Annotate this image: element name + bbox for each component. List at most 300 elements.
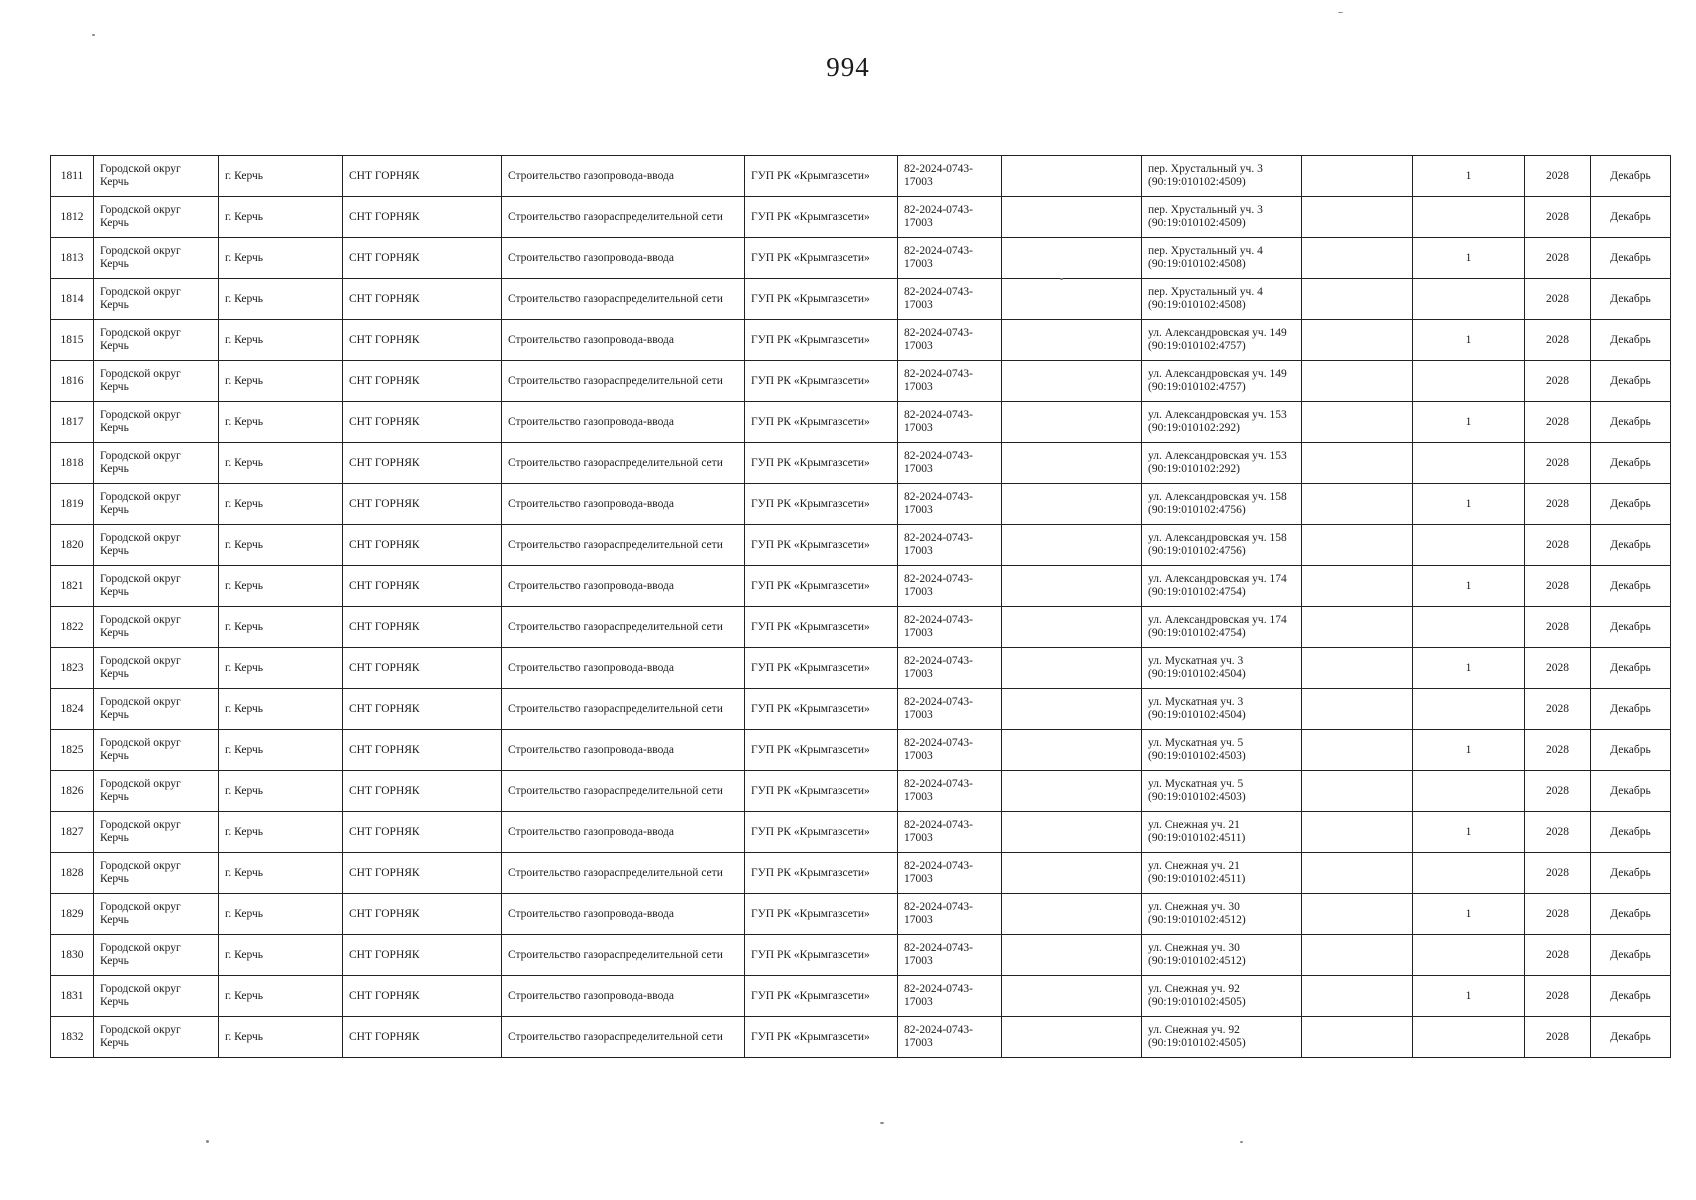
- table-row: [51, 566, 1671, 607]
- count-cell: [1413, 935, 1525, 976]
- snt-cell: СНТ ГОРНЯК: [343, 689, 502, 730]
- table-row: [51, 812, 1671, 853]
- empty-cell: [1302, 566, 1413, 607]
- address-cell: ул. Александровская уч. 158 (90:19:010102:4756): [1142, 525, 1302, 566]
- snt-cell: СНТ ГОРНЯК: [343, 484, 502, 525]
- month-cell: Декабрь: [1591, 566, 1671, 607]
- year-cell: 2028: [1525, 566, 1591, 607]
- district-cell: Городской округ Керчь: [94, 443, 219, 484]
- row-number: 1821: [51, 566, 94, 607]
- work-type-cell: Строительство газопровода-ввода: [502, 730, 745, 771]
- city-cell: г. Керчь: [219, 361, 343, 402]
- table-row: [51, 484, 1671, 525]
- city-cell: г. Керчь: [219, 443, 343, 484]
- organization-cell: ГУП РК «Крымгазсети»: [745, 1017, 898, 1058]
- empty-cell: [1002, 894, 1142, 935]
- empty-cell: [1302, 402, 1413, 443]
- code-cell: 82-2024-0743-17003: [898, 648, 1002, 689]
- count-cell: [1413, 607, 1525, 648]
- organization-cell: ГУП РК «Крымгазсети»: [745, 689, 898, 730]
- district-cell: Городской округ Керчь: [94, 1017, 219, 1058]
- count-cell: [1413, 689, 1525, 730]
- empty-cell: [1302, 935, 1413, 976]
- empty-cell: [1002, 607, 1142, 648]
- page-number: 994: [826, 52, 870, 82]
- count-cell: 1: [1413, 812, 1525, 853]
- empty-cell: [1002, 730, 1142, 771]
- month-cell: Декабрь: [1591, 443, 1671, 484]
- count-cell: 1: [1413, 730, 1525, 771]
- organization-cell: ГУП РК «Крымгазсети»: [745, 156, 898, 197]
- snt-cell: СНТ ГОРНЯК: [343, 607, 502, 648]
- work-type-cell: Строительство газораспределительной сети: [502, 279, 745, 320]
- empty-cell: [1002, 935, 1142, 976]
- count-cell: 1: [1413, 402, 1525, 443]
- district-cell: Городской округ Керчь: [94, 566, 219, 607]
- month-cell: Декабрь: [1591, 607, 1671, 648]
- year-cell: 2028: [1525, 812, 1591, 853]
- year-cell: 2028: [1525, 1017, 1591, 1058]
- empty-cell: [1302, 279, 1413, 320]
- city-cell: г. Керчь: [219, 197, 343, 238]
- table-row: [51, 607, 1671, 648]
- code-cell: 82-2024-0743-17003: [898, 812, 1002, 853]
- table-row: [51, 648, 1671, 689]
- city-cell: г. Керчь: [219, 238, 343, 279]
- empty-cell: [1302, 853, 1413, 894]
- empty-cell: [1302, 730, 1413, 771]
- code-cell: 82-2024-0743-17003: [898, 402, 1002, 443]
- work-type-cell: Строительство газопровода-ввода: [502, 976, 745, 1017]
- code-cell: 82-2024-0743-17003: [898, 689, 1002, 730]
- row-number: 1815: [51, 320, 94, 361]
- empty-cell: [1002, 402, 1142, 443]
- year-cell: 2028: [1525, 279, 1591, 320]
- organization-cell: ГУП РК «Крымгазсети»: [745, 525, 898, 566]
- year-cell: 2028: [1525, 443, 1591, 484]
- organization-cell: ГУП РК «Крымгазсети»: [745, 197, 898, 238]
- row-number: 1820: [51, 525, 94, 566]
- address-cell: ул. Александровская уч. 158 (90:19:010102:4756): [1142, 484, 1302, 525]
- city-cell: г. Керчь: [219, 566, 343, 607]
- organization-cell: ГУП РК «Крымгазсети»: [745, 853, 898, 894]
- scan-speck: [92, 34, 95, 36]
- city-cell: г. Керчь: [219, 156, 343, 197]
- address-cell: ул. Снежная уч. 30 (90:19:010102:4512): [1142, 894, 1302, 935]
- snt-cell: СНТ ГОРНЯК: [343, 894, 502, 935]
- city-cell: г. Керчь: [219, 525, 343, 566]
- month-cell: Декабрь: [1591, 402, 1671, 443]
- count-cell: [1413, 771, 1525, 812]
- district-cell: Городской округ Керчь: [94, 730, 219, 771]
- address-cell: ул. Снежная уч. 21 (90:19:010102:4511): [1142, 812, 1302, 853]
- count-cell: 1: [1413, 648, 1525, 689]
- code-cell: 82-2024-0743-17003: [898, 935, 1002, 976]
- address-cell: ул. Александровская уч. 149 (90:19:010102:4757): [1142, 361, 1302, 402]
- table-row: [51, 771, 1671, 812]
- code-cell: 82-2024-0743-17003: [898, 976, 1002, 1017]
- district-cell: Городской округ Керчь: [94, 648, 219, 689]
- snt-cell: СНТ ГОРНЯК: [343, 238, 502, 279]
- empty-cell: [1302, 771, 1413, 812]
- row-number: 1829: [51, 894, 94, 935]
- address-cell: ул. Снежная уч. 92 (90:19:010102:4505): [1142, 976, 1302, 1017]
- organization-cell: ГУП РК «Крымгазсети»: [745, 320, 898, 361]
- count-cell: [1413, 197, 1525, 238]
- row-number: 1824: [51, 689, 94, 730]
- district-cell: Городской округ Керчь: [94, 894, 219, 935]
- code-cell: 82-2024-0743-17003: [898, 607, 1002, 648]
- year-cell: 2028: [1525, 361, 1591, 402]
- empty-cell: [1002, 812, 1142, 853]
- row-number: 1816: [51, 361, 94, 402]
- address-cell: пер. Хрустальный уч. 4 (90:19:010102:4508): [1142, 279, 1302, 320]
- year-cell: 2028: [1525, 894, 1591, 935]
- work-type-cell: Строительство газопровода-ввода: [502, 566, 745, 607]
- count-cell: 1: [1413, 484, 1525, 525]
- count-cell: 1: [1413, 976, 1525, 1017]
- organization-cell: ГУП РК «Крымгазсети»: [745, 730, 898, 771]
- empty-cell: [1302, 197, 1413, 238]
- year-cell: 2028: [1525, 525, 1591, 566]
- count-cell: [1413, 361, 1525, 402]
- city-cell: г. Керчь: [219, 853, 343, 894]
- city-cell: г. Керчь: [219, 402, 343, 443]
- count-cell: 1: [1413, 156, 1525, 197]
- address-cell: ул. Мускатная уч. 5 (90:19:010102:4503): [1142, 771, 1302, 812]
- count-cell: 1: [1413, 238, 1525, 279]
- snt-cell: СНТ ГОРНЯК: [343, 812, 502, 853]
- city-cell: г. Керчь: [219, 279, 343, 320]
- organization-cell: ГУП РК «Крымгазсети»: [745, 361, 898, 402]
- address-cell: ул. Александровская уч. 174 (90:19:010102:4754): [1142, 607, 1302, 648]
- table-row: [51, 525, 1671, 566]
- work-type-cell: Строительство газораспределительной сети: [502, 443, 745, 484]
- organization-cell: ГУП РК «Крымгазсети»: [745, 771, 898, 812]
- table-row: [51, 689, 1671, 730]
- month-cell: Декабрь: [1591, 279, 1671, 320]
- empty-cell: [1302, 484, 1413, 525]
- table-row: [51, 853, 1671, 894]
- code-cell: 82-2024-0743-17003: [898, 853, 1002, 894]
- row-number: 1827: [51, 812, 94, 853]
- organization-cell: ГУП РК «Крымгазсети»: [745, 935, 898, 976]
- month-cell: Декабрь: [1591, 771, 1671, 812]
- work-type-cell: Строительство газораспределительной сети: [502, 689, 745, 730]
- organization-cell: ГУП РК «Крымгазсети»: [745, 976, 898, 1017]
- address-cell: ул. Снежная уч. 30 (90:19:010102:4512): [1142, 935, 1302, 976]
- address-cell: ул. Александровская уч. 153 (90:19:010102:292): [1142, 402, 1302, 443]
- code-cell: 82-2024-0743-17003: [898, 484, 1002, 525]
- row-number: 1814: [51, 279, 94, 320]
- empty-cell: [1302, 648, 1413, 689]
- year-cell: 2028: [1525, 484, 1591, 525]
- table-row: [51, 156, 1671, 197]
- address-cell: ул. Снежная уч. 21 (90:19:010102:4511): [1142, 853, 1302, 894]
- count-cell: [1413, 1017, 1525, 1058]
- snt-cell: СНТ ГОРНЯК: [343, 976, 502, 1017]
- year-cell: 2028: [1525, 607, 1591, 648]
- count-cell: [1413, 279, 1525, 320]
- year-cell: 2028: [1525, 402, 1591, 443]
- work-type-cell: Строительство газораспределительной сети: [502, 771, 745, 812]
- month-cell: Декабрь: [1591, 894, 1671, 935]
- organization-cell: ГУП РК «Крымгазсети»: [745, 607, 898, 648]
- empty-cell: [1302, 443, 1413, 484]
- organization-cell: ГУП РК «Крымгазсети»: [745, 894, 898, 935]
- table-row: [51, 894, 1671, 935]
- empty-cell: [1302, 689, 1413, 730]
- year-cell: 2028: [1525, 730, 1591, 771]
- empty-cell: [1302, 320, 1413, 361]
- organization-cell: ГУП РК «Крымгазсети»: [745, 443, 898, 484]
- city-cell: г. Керчь: [219, 648, 343, 689]
- code-cell: 82-2024-0743-17003: [898, 197, 1002, 238]
- empty-cell: [1002, 525, 1142, 566]
- address-cell: ул. Мускатная уч. 3 (90:19:010102:4504): [1142, 648, 1302, 689]
- district-cell: Городской округ Керчь: [94, 853, 219, 894]
- scan-speck: [206, 1140, 209, 1143]
- empty-cell: [1002, 566, 1142, 607]
- district-cell: Городской округ Керчь: [94, 156, 219, 197]
- table-row: [51, 730, 1671, 771]
- snt-cell: СНТ ГОРНЯК: [343, 279, 502, 320]
- organization-cell: ГУП РК «Крымгазсети»: [745, 402, 898, 443]
- count-cell: [1413, 525, 1525, 566]
- empty-cell: [1002, 279, 1142, 320]
- month-cell: Декабрь: [1591, 853, 1671, 894]
- empty-cell: [1302, 607, 1413, 648]
- snt-cell: СНТ ГОРНЯК: [343, 1017, 502, 1058]
- year-cell: 2028: [1525, 197, 1591, 238]
- address-cell: пер. Хрустальный уч. 4 (90:19:010102:4508): [1142, 238, 1302, 279]
- district-cell: Городской округ Керчь: [94, 320, 219, 361]
- row-number: 1822: [51, 607, 94, 648]
- row-number: 1832: [51, 1017, 94, 1058]
- row-number: 1811: [51, 156, 94, 197]
- table-row: [51, 279, 1671, 320]
- month-cell: Декабрь: [1591, 320, 1671, 361]
- district-cell: Городской округ Керчь: [94, 771, 219, 812]
- month-cell: Декабрь: [1591, 361, 1671, 402]
- count-cell: 1: [1413, 894, 1525, 935]
- work-type-cell: Строительство газораспределительной сети: [502, 935, 745, 976]
- organization-cell: ГУП РК «Крымгазсети»: [745, 279, 898, 320]
- district-cell: Городской округ Керчь: [94, 197, 219, 238]
- month-cell: Декабрь: [1591, 648, 1671, 689]
- empty-cell: [1002, 853, 1142, 894]
- empty-cell: [1302, 1017, 1413, 1058]
- work-type-cell: Строительство газораспределительной сети: [502, 525, 745, 566]
- row-number: 1826: [51, 771, 94, 812]
- work-type-cell: Строительство газораспределительной сети: [502, 197, 745, 238]
- district-cell: Городской округ Керчь: [94, 402, 219, 443]
- work-type-cell: Строительство газопровода-ввода: [502, 894, 745, 935]
- city-cell: г. Керчь: [219, 320, 343, 361]
- district-cell: Городской округ Керчь: [94, 976, 219, 1017]
- year-cell: 2028: [1525, 976, 1591, 1017]
- empty-cell: [1302, 525, 1413, 566]
- scan-speck: [880, 1122, 884, 1124]
- empty-cell: [1002, 689, 1142, 730]
- empty-cell: [1002, 197, 1142, 238]
- empty-cell: [1002, 320, 1142, 361]
- code-cell: 82-2024-0743-17003: [898, 443, 1002, 484]
- code-cell: 82-2024-0743-17003: [898, 771, 1002, 812]
- city-cell: г. Керчь: [219, 689, 343, 730]
- month-cell: Декабрь: [1591, 484, 1671, 525]
- snt-cell: СНТ ГОРНЯК: [343, 566, 502, 607]
- row-number: 1812: [51, 197, 94, 238]
- month-cell: Декабрь: [1591, 935, 1671, 976]
- snt-cell: СНТ ГОРНЯК: [343, 525, 502, 566]
- row-number: 1831: [51, 976, 94, 1017]
- year-cell: 2028: [1525, 648, 1591, 689]
- table-row: [51, 197, 1671, 238]
- row-number: 1828: [51, 853, 94, 894]
- year-cell: 2028: [1525, 156, 1591, 197]
- snt-cell: СНТ ГОРНЯК: [343, 320, 502, 361]
- code-cell: 82-2024-0743-17003: [898, 156, 1002, 197]
- row-number: 1819: [51, 484, 94, 525]
- snt-cell: СНТ ГОРНЯК: [343, 197, 502, 238]
- table-row: [51, 443, 1671, 484]
- snt-cell: СНТ ГОРНЯК: [343, 402, 502, 443]
- city-cell: г. Керчь: [219, 894, 343, 935]
- code-cell: 82-2024-0743-17003: [898, 238, 1002, 279]
- row-number: 1813: [51, 238, 94, 279]
- table-row: [51, 976, 1671, 1017]
- snt-cell: СНТ ГОРНЯК: [343, 935, 502, 976]
- district-cell: Городской округ Керчь: [94, 812, 219, 853]
- scan-speck: [1338, 12, 1343, 13]
- table-row: [51, 238, 1671, 279]
- count-cell: [1413, 853, 1525, 894]
- district-cell: Городской округ Керчь: [94, 525, 219, 566]
- address-cell: ул. Снежная уч. 92 (90:19:010102:4505): [1142, 1017, 1302, 1058]
- empty-cell: [1002, 443, 1142, 484]
- city-cell: г. Керчь: [219, 771, 343, 812]
- address-cell: пер. Хрустальный уч. 3 (90:19:010102:4509): [1142, 156, 1302, 197]
- empty-cell: [1302, 156, 1413, 197]
- empty-cell: [1002, 238, 1142, 279]
- month-cell: Декабрь: [1591, 976, 1671, 1017]
- city-cell: г. Керчь: [219, 607, 343, 648]
- table-row: [51, 935, 1671, 976]
- empty-cell: [1302, 894, 1413, 935]
- work-type-cell: Строительство газопровода-ввода: [502, 238, 745, 279]
- month-cell: Декабрь: [1591, 730, 1671, 771]
- district-cell: Городской округ Керчь: [94, 484, 219, 525]
- district-cell: Городской округ Керчь: [94, 689, 219, 730]
- work-type-cell: Строительство газопровода-ввода: [502, 320, 745, 361]
- registry-table: [50, 155, 1671, 1058]
- work-type-cell: Строительство газораспределительной сети: [502, 853, 745, 894]
- empty-cell: [1002, 1017, 1142, 1058]
- snt-cell: СНТ ГОРНЯК: [343, 648, 502, 689]
- district-cell: Городской округ Керчь: [94, 238, 219, 279]
- work-type-cell: Строительство газораспределительной сети: [502, 1017, 745, 1058]
- empty-cell: [1302, 361, 1413, 402]
- scan-speck: [1240, 1141, 1243, 1143]
- work-type-cell: Строительство газораспределительной сети: [502, 361, 745, 402]
- year-cell: 2028: [1525, 238, 1591, 279]
- city-cell: г. Керчь: [219, 730, 343, 771]
- code-cell: 82-2024-0743-17003: [898, 566, 1002, 607]
- snt-cell: СНТ ГОРНЯК: [343, 730, 502, 771]
- year-cell: 2028: [1525, 320, 1591, 361]
- work-type-cell: Строительство газораспределительной сети: [502, 607, 745, 648]
- city-cell: г. Керчь: [219, 935, 343, 976]
- empty-cell: [1302, 812, 1413, 853]
- row-number: 1830: [51, 935, 94, 976]
- count-cell: 1: [1413, 320, 1525, 361]
- snt-cell: СНТ ГОРНЯК: [343, 853, 502, 894]
- count-cell: [1413, 443, 1525, 484]
- snt-cell: СНТ ГОРНЯК: [343, 443, 502, 484]
- address-cell: ул. Александровская уч. 149 (90:19:010102:4757): [1142, 320, 1302, 361]
- city-cell: г. Керчь: [219, 1017, 343, 1058]
- organization-cell: ГУП РК «Крымгазсети»: [745, 812, 898, 853]
- count-cell: 1: [1413, 566, 1525, 607]
- empty-cell: [1002, 648, 1142, 689]
- district-cell: Городской округ Керчь: [94, 279, 219, 320]
- empty-cell: [1302, 238, 1413, 279]
- month-cell: Декабрь: [1591, 197, 1671, 238]
- address-cell: ул. Александровская уч. 174 (90:19:010102:4754): [1142, 566, 1302, 607]
- city-cell: г. Керчь: [219, 484, 343, 525]
- empty-cell: [1002, 361, 1142, 402]
- organization-cell: ГУП РК «Крымгазсети»: [745, 484, 898, 525]
- empty-cell: [1002, 771, 1142, 812]
- work-type-cell: Строительство газопровода-ввода: [502, 402, 745, 443]
- row-number: 1818: [51, 443, 94, 484]
- work-type-cell: Строительство газопровода-ввода: [502, 648, 745, 689]
- work-type-cell: Строительство газопровода-ввода: [502, 484, 745, 525]
- code-cell: 82-2024-0743-17003: [898, 279, 1002, 320]
- code-cell: 82-2024-0743-17003: [898, 730, 1002, 771]
- city-cell: г. Керчь: [219, 812, 343, 853]
- address-cell: ул. Александровская уч. 153 (90:19:010102:292): [1142, 443, 1302, 484]
- row-number: 1823: [51, 648, 94, 689]
- code-cell: 82-2024-0743-17003: [898, 1017, 1002, 1058]
- year-cell: 2028: [1525, 935, 1591, 976]
- address-cell: пер. Хрустальный уч. 3 (90:19:010102:4509): [1142, 197, 1302, 238]
- month-cell: Декабрь: [1591, 238, 1671, 279]
- organization-cell: ГУП РК «Крымгазсети»: [745, 648, 898, 689]
- month-cell: Декабрь: [1591, 812, 1671, 853]
- empty-cell: [1002, 976, 1142, 1017]
- snt-cell: СНТ ГОРНЯК: [343, 771, 502, 812]
- month-cell: Декабрь: [1591, 156, 1671, 197]
- code-cell: 82-2024-0743-17003: [898, 361, 1002, 402]
- city-cell: г. Керчь: [219, 976, 343, 1017]
- empty-cell: [1302, 976, 1413, 1017]
- snt-cell: СНТ ГОРНЯК: [343, 361, 502, 402]
- year-cell: 2028: [1525, 853, 1591, 894]
- district-cell: Городской округ Керчь: [94, 935, 219, 976]
- month-cell: Декабрь: [1591, 1017, 1671, 1058]
- work-type-cell: Строительство газопровода-ввода: [502, 156, 745, 197]
- district-cell: Городской округ Керчь: [94, 607, 219, 648]
- month-cell: Декабрь: [1591, 689, 1671, 730]
- organization-cell: ГУП РК «Крымгазсети»: [745, 238, 898, 279]
- row-number: 1817: [51, 402, 94, 443]
- address-cell: ул. Мускатная уч. 3 (90:19:010102:4504): [1142, 689, 1302, 730]
- code-cell: 82-2024-0743-17003: [898, 894, 1002, 935]
- table-row: [51, 361, 1671, 402]
- code-cell: 82-2024-0743-17003: [898, 525, 1002, 566]
